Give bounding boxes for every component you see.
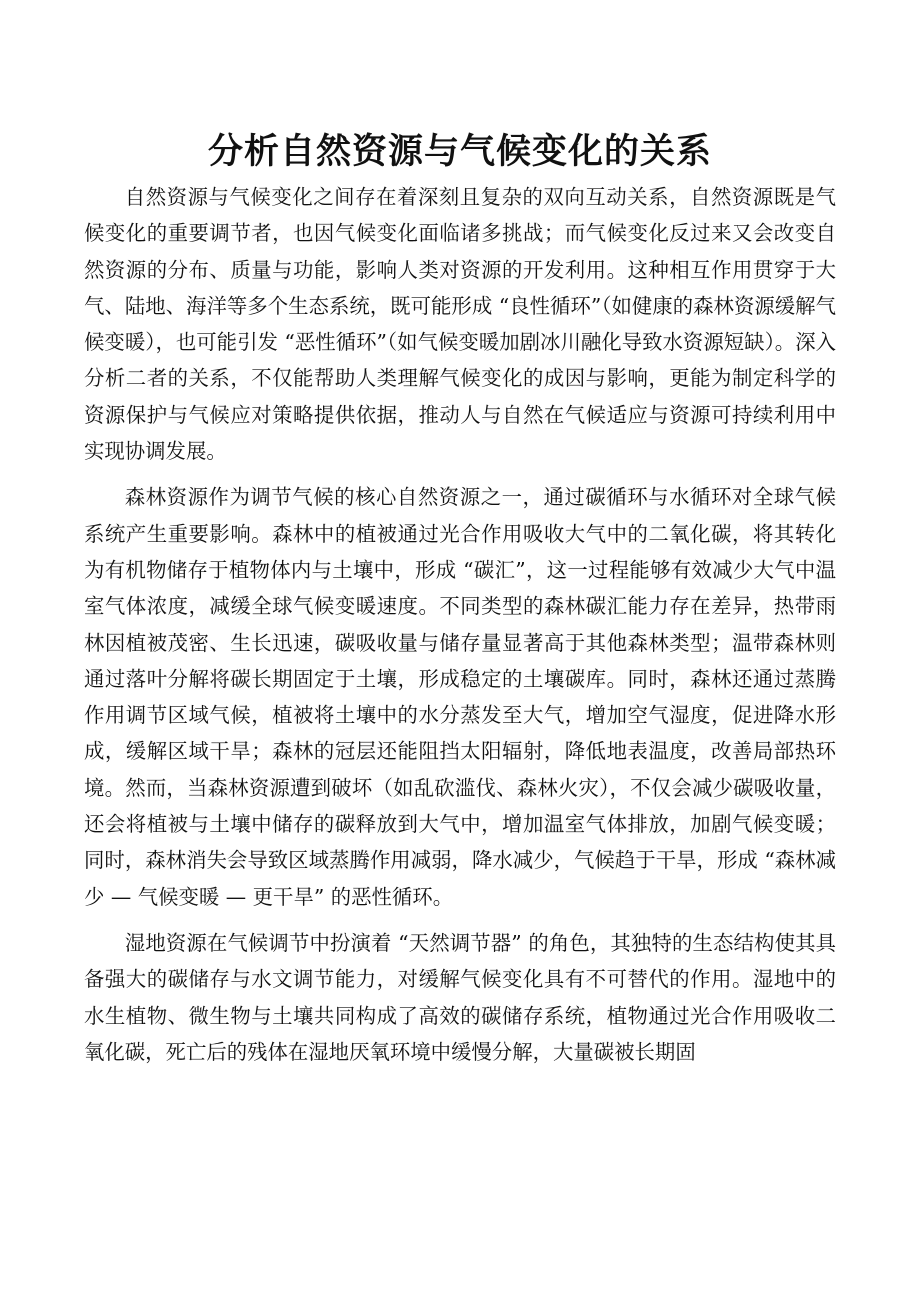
document-title: 分析自然资源与气候变化的关系 xyxy=(207,132,712,172)
paragraph-intro: 自然资源与气候变化之间存在着深刻且复杂的双向互动关系，自然资源既是气候变化的重要调节者，也因气候变化面临诸多挑战；而气候变化反过来又会改变自然资源的分布、质量与功能，影响人类对资源的开发利用。这种相互作用贯穿于大气、陆地、海洋等多个生态系统，既可能形成 “良性循环”（如健康的森林资源缓解气候变暖），也可能引发 “恶性循环”（如气候变暖加剧冰川融化导致水资源短缺）。深入分析二者的关系，不仅能帮助人类理解气候变化的成因与影响，更能为制定科学的资源保护与气候应对策略提供依据，推动人与自然在气候适应与资源可持续利用中实现协调发展。 xyxy=(84,185,836,464)
paragraph-wetland: 湿地资源在气候调节中扮演着 “天然调节器” 的角色，其独特的生态结构使其具备强大的碳储存与水文调节能力，对缓解气候变化具有不可替代的作用。湿地中的水生植物、微生物与土壤共同构成了高效的碳储存系统，植物通过光合作用吸收二氧化碳，死亡后的残体在湿地厌氧环境中缓慢分解，大量碳被长期固 xyxy=(84,930,836,1064)
paragraph-forest: 森林资源作为调节气候的核心自然资源之一，通过碳循环与水循环对全球气候系统产生重要影响。森林中的植被通过光合作用吸收大气中的二氧化碳，将其转化为有机物储存于植物体内与土壤中，形成 “碳汇”，这一过程能够有效减少大气中温室气体浓度，减缓全球气候变暖速度。不同类型的森林碳汇能力存在差异，热带雨林因植被茂密、生长迅速，碳吸收量与储存量显著高于其他森林类型；温带森林则通过落叶分解将碳长期固定于土壤，形成稳定的土壤碳库。同时，森林还通过蒸腾作用调节区域气候，植被将土壤中的水分蒸发至大气，增加空气湿度，促进降水形成，缓解区域干旱；森林的冠层还能阻挡太阳辐射，降低地表温度，改善局部热环境。然而，当森林资源遭到破坏（如乱砍滥伐、森林火灾），不仅会减少碳吸收量，还会将植被与土壤中储存的碳释放到大气中，增加温室气体排放，加剧气候变暖；同时，森林消失会导致区域蒸腾作用减弱，降水减少，气候趋于干旱，形成 “森林减少 — 气候变暖 — 更干旱” 的恶性循环。 xyxy=(84,485,836,909)
document-body xyxy=(84,179,836,1080)
